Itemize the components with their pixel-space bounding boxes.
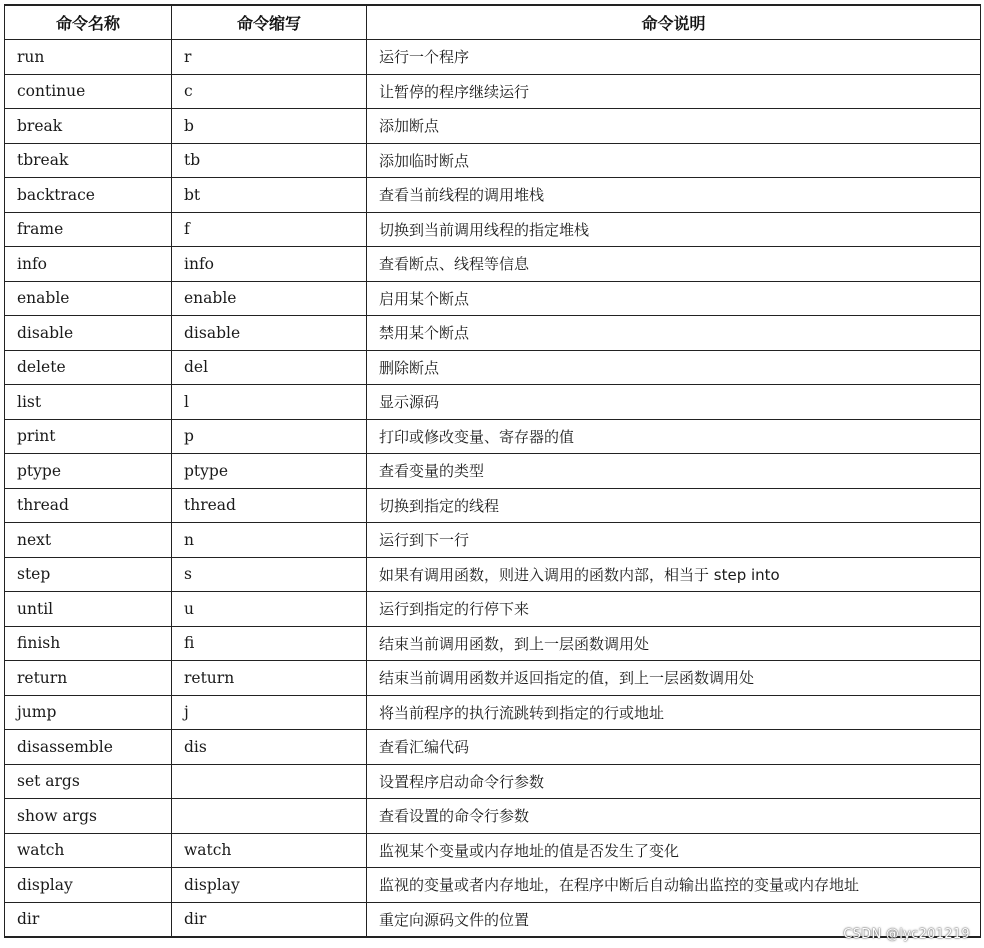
command-name-cell: finish <box>5 626 172 661</box>
command-name-cell: ptype <box>5 454 172 489</box>
command-name-cell: run <box>5 40 172 75</box>
command-desc-cell: 运行到指定的行停下来 <box>367 592 981 627</box>
command-abbr-cell: disable <box>172 316 367 351</box>
command-desc-cell: 运行一个程序 <box>367 40 981 75</box>
command-name-cell: disassemble <box>5 730 172 765</box>
command-name-cell: display <box>5 868 172 903</box>
command-name-cell: set args <box>5 764 172 799</box>
table-row <box>5 385 981 420</box>
command-desc-cell: 监视的变量或者内存地址，在程序中断后自动输出监控的变量或内存地址 <box>367 868 981 903</box>
command-desc-cell: 添加临时断点 <box>367 143 981 178</box>
command-abbr-cell: b <box>172 109 367 144</box>
command-name-cell: tbreak <box>5 143 172 178</box>
table-row <box>5 350 981 385</box>
table-row <box>5 488 981 523</box>
command-desc-cell: 查看当前线程的调用堆栈 <box>367 178 981 213</box>
command-abbr-cell: enable <box>172 281 367 316</box>
command-abbr-cell: dis <box>172 730 367 765</box>
command-abbr-cell: f <box>172 212 367 247</box>
header-command-name: 命令名称 <box>5 5 172 40</box>
command-abbr-cell: info <box>172 247 367 282</box>
table-row <box>5 868 981 903</box>
command-abbr-cell: s <box>172 557 367 592</box>
command-desc-cell: 让暂停的程序继续运行 <box>367 74 981 109</box>
command-desc-cell: 如果有调用函数，则进入调用的函数内部，相当于 step into <box>367 557 981 592</box>
command-desc-cell: 重定向源码文件的位置 <box>367 902 981 937</box>
table-row <box>5 557 981 592</box>
command-desc-cell: 查看汇编代码 <box>367 730 981 765</box>
command-desc-cell: 切换到当前调用线程的指定堆栈 <box>367 212 981 247</box>
header-command-abbr: 命令缩写 <box>172 5 367 40</box>
command-name-cell: print <box>5 419 172 454</box>
command-name-cell: show args <box>5 799 172 834</box>
command-abbr-cell: j <box>172 695 367 730</box>
command-abbr-cell: bt <box>172 178 367 213</box>
command-abbr-cell: p <box>172 419 367 454</box>
command-name-cell: frame <box>5 212 172 247</box>
command-desc-cell: 显示源码 <box>367 385 981 420</box>
command-abbr-cell <box>172 799 367 834</box>
command-name-cell: info <box>5 247 172 282</box>
table-row <box>5 799 981 834</box>
header-row <box>5 5 981 40</box>
command-desc-cell: 切换到指定的线程 <box>367 488 981 523</box>
table-row <box>5 419 981 454</box>
gdb-command-table <box>4 4 981 938</box>
command-desc-cell: 设置程序启动命令行参数 <box>367 764 981 799</box>
table-row <box>5 523 981 558</box>
command-abbr-cell: ptype <box>172 454 367 489</box>
table-row <box>5 74 981 109</box>
command-abbr-cell: thread <box>172 488 367 523</box>
table-row <box>5 454 981 489</box>
command-abbr-cell: del <box>172 350 367 385</box>
command-abbr-cell: r <box>172 40 367 75</box>
table-row <box>5 316 981 351</box>
table-row <box>5 902 981 937</box>
command-abbr-cell: return <box>172 661 367 696</box>
command-desc-cell: 禁用某个断点 <box>367 316 981 351</box>
table-row <box>5 626 981 661</box>
table-row <box>5 247 981 282</box>
command-desc-cell: 监视某个变量或内存地址的值是否发生了变化 <box>367 833 981 868</box>
command-name-cell: step <box>5 557 172 592</box>
command-name-cell: dir <box>5 902 172 937</box>
command-abbr-cell: l <box>172 385 367 420</box>
table-row <box>5 178 981 213</box>
command-desc-cell: 结束当前调用函数并返回指定的值，到上一层函数调用处 <box>367 661 981 696</box>
command-name-cell: watch <box>5 833 172 868</box>
command-desc-cell: 添加断点 <box>367 109 981 144</box>
table-row <box>5 764 981 799</box>
command-name-cell: next <box>5 523 172 558</box>
header-command-desc: 命令说明 <box>367 5 981 40</box>
command-name-cell: until <box>5 592 172 627</box>
command-desc-cell: 打印或修改变量、寄存器的值 <box>367 419 981 454</box>
command-desc-cell: 将当前程序的执行流跳转到指定的行或地址 <box>367 695 981 730</box>
command-abbr-cell: watch <box>172 833 367 868</box>
table-row <box>5 695 981 730</box>
table-row <box>5 143 981 178</box>
command-name-cell: backtrace <box>5 178 172 213</box>
table-header <box>5 5 981 40</box>
command-name-cell: delete <box>5 350 172 385</box>
command-table-container <box>4 4 980 938</box>
command-name-cell: break <box>5 109 172 144</box>
command-desc-cell: 删除断点 <box>367 350 981 385</box>
command-name-cell: continue <box>5 74 172 109</box>
table-row <box>5 212 981 247</box>
watermark: CSDN @lyc201219 <box>843 927 970 942</box>
command-desc-cell: 启用某个断点 <box>367 281 981 316</box>
command-name-cell: list <box>5 385 172 420</box>
table-row <box>5 833 981 868</box>
command-abbr-cell: fi <box>172 626 367 661</box>
command-abbr-cell: display <box>172 868 367 903</box>
table-row <box>5 281 981 316</box>
command-desc-cell: 结束当前调用函数，到上一层函数调用处 <box>367 626 981 661</box>
command-desc-cell: 运行到下一行 <box>367 523 981 558</box>
table-body <box>5 40 981 938</box>
command-name-cell: thread <box>5 488 172 523</box>
table-row <box>5 109 981 144</box>
command-abbr-cell <box>172 764 367 799</box>
table-row <box>5 730 981 765</box>
command-desc-cell: 查看设置的命令行参数 <box>367 799 981 834</box>
command-desc-cell: 查看变量的类型 <box>367 454 981 489</box>
table-row <box>5 661 981 696</box>
table-row <box>5 592 981 627</box>
command-abbr-cell: u <box>172 592 367 627</box>
command-desc-cell: 查看断点、线程等信息 <box>367 247 981 282</box>
command-name-cell: jump <box>5 695 172 730</box>
command-abbr-cell: dir <box>172 902 367 937</box>
command-abbr-cell: n <box>172 523 367 558</box>
table-row <box>5 40 981 75</box>
command-abbr-cell: tb <box>172 143 367 178</box>
command-name-cell: enable <box>5 281 172 316</box>
command-abbr-cell: c <box>172 74 367 109</box>
command-name-cell: disable <box>5 316 172 351</box>
command-name-cell: return <box>5 661 172 696</box>
